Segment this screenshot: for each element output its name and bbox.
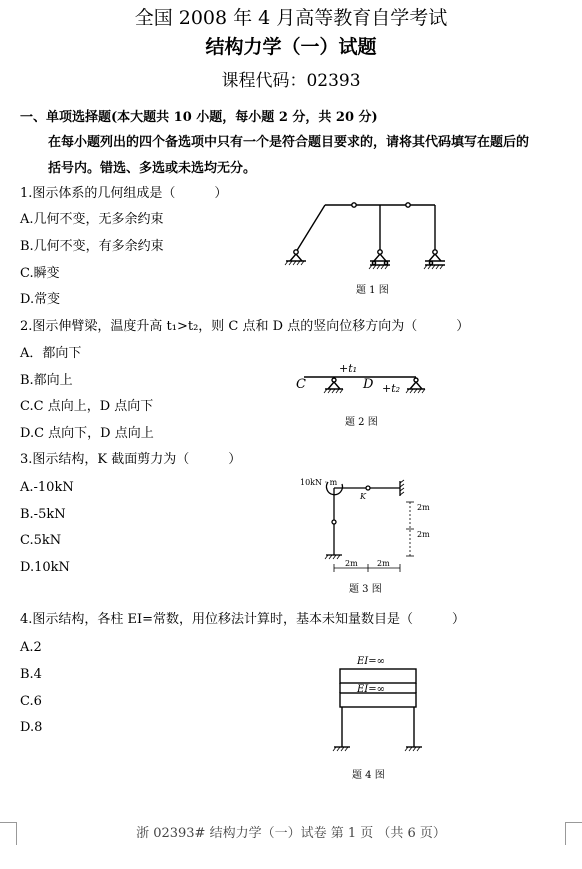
figure-4-caption: 题 4 图 [352, 770, 385, 781]
subject-title: 结构力学（一）试题 [205, 36, 377, 58]
figure-2-caption: 题 2 图 [345, 417, 378, 428]
instructions-line-2: 括号内。错选、多选或未选均无分。 [48, 161, 257, 176]
question-4-stem: 4.图示结构，各柱 EI=常数，用位移法计算时，基本未知量数目是（ ） [20, 612, 466, 627]
question-3-stem: 3.图示结构，K 截面剪力为（ ） [20, 452, 242, 467]
question-4-option-c: C.6 [20, 694, 42, 709]
figure-3-diagram [300, 478, 440, 578]
figure-2-diagram [290, 360, 430, 405]
figure-4-diagram [328, 655, 428, 760]
question-1-option-a: A.几何不变，无多余约束 [20, 212, 164, 227]
figure-3-caption: 题 3 图 [349, 584, 382, 595]
question-2-option-c: C.C 点向上，D 点向下 [20, 399, 154, 414]
question-1-option-b: B.几何不变，有多余约束 [20, 239, 164, 254]
question-1-stem: 1.图示体系的几何组成是（ ） [20, 186, 228, 201]
figure-2-label-t2: +t₂ [382, 382, 401, 395]
question-3-option-c: C.5kN [20, 533, 62, 548]
figure-2-label-c: C [296, 377, 306, 392]
figure-3-moment-label: 10kN · m [300, 478, 338, 487]
figure-1-caption: 题 1 图 [356, 285, 389, 296]
section-heading: 一、单项选择题(本大题共 10 小题，每小题 2 分，共 20 分) [20, 110, 378, 125]
exam-title: 全国 2008 年 4 月高等教育自学考试 [134, 7, 448, 29]
figure-3-width-2: 2m [377, 559, 390, 568]
figure-3-width-1: 2m [345, 559, 358, 568]
figure-3-label-k: K [360, 492, 366, 501]
question-2-option-b: B.都向上 [20, 373, 73, 388]
figure-3-height-1: 2m [417, 503, 430, 512]
question-3-option-b: B.-5kN [20, 507, 66, 522]
question-2-option-d: D.C 点向下，D 点向上 [20, 426, 154, 441]
figure-4-label-top-beam: EI=∞ [357, 656, 385, 667]
question-3-option-a: A.-10kN [20, 480, 74, 495]
question-4-option-a: A.2 [20, 640, 42, 655]
figure-2-label-t1: +t₁ [339, 362, 358, 375]
course-code: 课程代码：02393 [221, 71, 361, 91]
page-footer: 浙 02393# 结构力学（一）试卷 第 1 页 （共 6 页） [136, 826, 446, 841]
instructions-line-1: 在每小题列出的四个备选项中只有一个是符合题目要求的，请将其代码填写在题后的 [48, 135, 530, 150]
figure-2-label-d: D [363, 377, 374, 392]
figure-4-label-mid-beam: EI=∞ [357, 684, 385, 695]
figure-1-diagram [280, 195, 460, 280]
question-4-option-d: D.8 [20, 720, 43, 735]
figure-3-height-2: 2m [417, 530, 430, 539]
question-2-stem: 2.图示伸臂梁，温度升高 t₁>t₂，则 C 点和 D 点的竖向位移方向为（ ） [20, 319, 470, 334]
question-2-option-a: A．都向下 [20, 346, 82, 361]
question-4-option-b: B.4 [20, 667, 42, 682]
question-3-option-d: D.10kN [20, 560, 70, 575]
question-1-option-c: C.瞬变 [20, 266, 60, 281]
question-1-option-d: D.常变 [20, 292, 61, 307]
